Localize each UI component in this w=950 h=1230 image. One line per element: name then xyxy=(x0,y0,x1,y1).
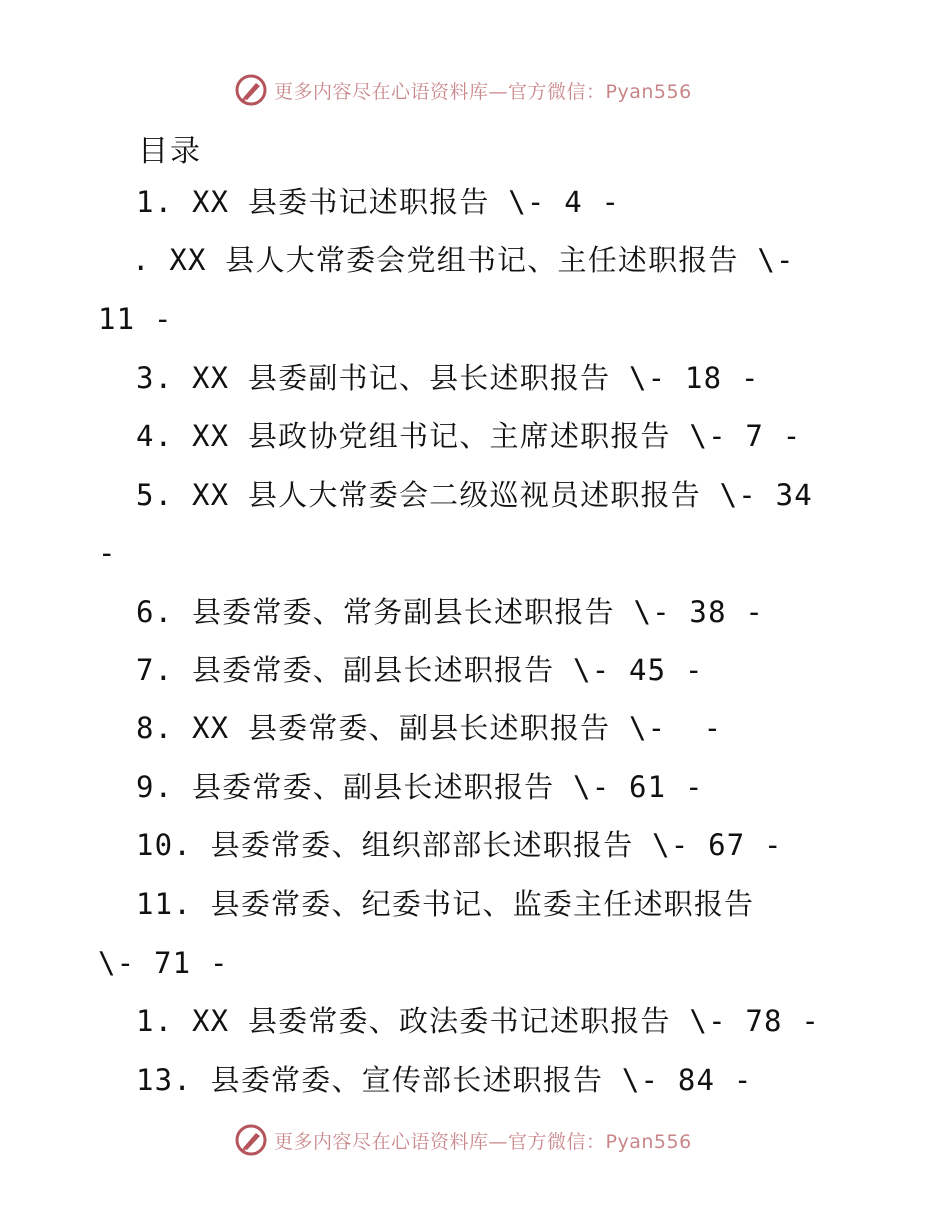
toc-title: 目录 xyxy=(138,134,202,169)
toc-line: 4. XX 县政协党组书记、主席述职报告 \- 7 - xyxy=(136,419,802,453)
toc-line: . XX 县人大常委会党组书记、主任述职报告 \- xyxy=(132,243,795,277)
toc-line: 11. 县委常委、纪委书记、监委主任述职报告 xyxy=(136,887,755,921)
header-watermark xyxy=(234,72,692,108)
toc-line: 1. XX 县委书记述职报告 \- 4 - xyxy=(136,185,621,219)
toc-line: 8. XX 县委常委、副县长述职报告 \- - xyxy=(136,711,723,745)
toc-line: 11 - xyxy=(98,302,173,336)
toc-line: 9. 县委常委、副县长述职报告 \- 61 - xyxy=(136,770,704,804)
toc-line: \- 71 - xyxy=(98,946,229,980)
toc-line: - xyxy=(98,536,117,570)
toc-line: 1. XX 县委常委、政法委书记述职报告 \- 78 - xyxy=(136,1004,821,1038)
toc-line: 3. XX 县委副书记、县长述职报告 \- 18 - xyxy=(136,361,760,395)
toc-line: 13. 县委常委、宣传部长述职报告 \- 84 - xyxy=(136,1063,753,1097)
footer-watermark xyxy=(234,1122,692,1158)
pen-logo-icon xyxy=(234,1123,268,1157)
toc-line: 6. 县委常委、常务副县长述职报告 \- 38 - xyxy=(136,595,765,629)
pen-logo-icon xyxy=(234,73,268,107)
toc-line: 5. XX 县人大常委会二级巡视员述职报告 \- 34 xyxy=(136,478,813,512)
footer-watermark-text: 更多内容尽在心语资料库—官方微信：Pyan556 xyxy=(274,1130,692,1153)
toc-line: 7. 县委常委、副县长述职报告 \- 45 - xyxy=(136,653,704,687)
toc-line: 10. 县委常委、组织部部长述职报告 \- 67 - xyxy=(136,828,783,862)
header-watermark-text: 更多内容尽在心语资料库—官方微信：Pyan556 xyxy=(274,80,692,103)
